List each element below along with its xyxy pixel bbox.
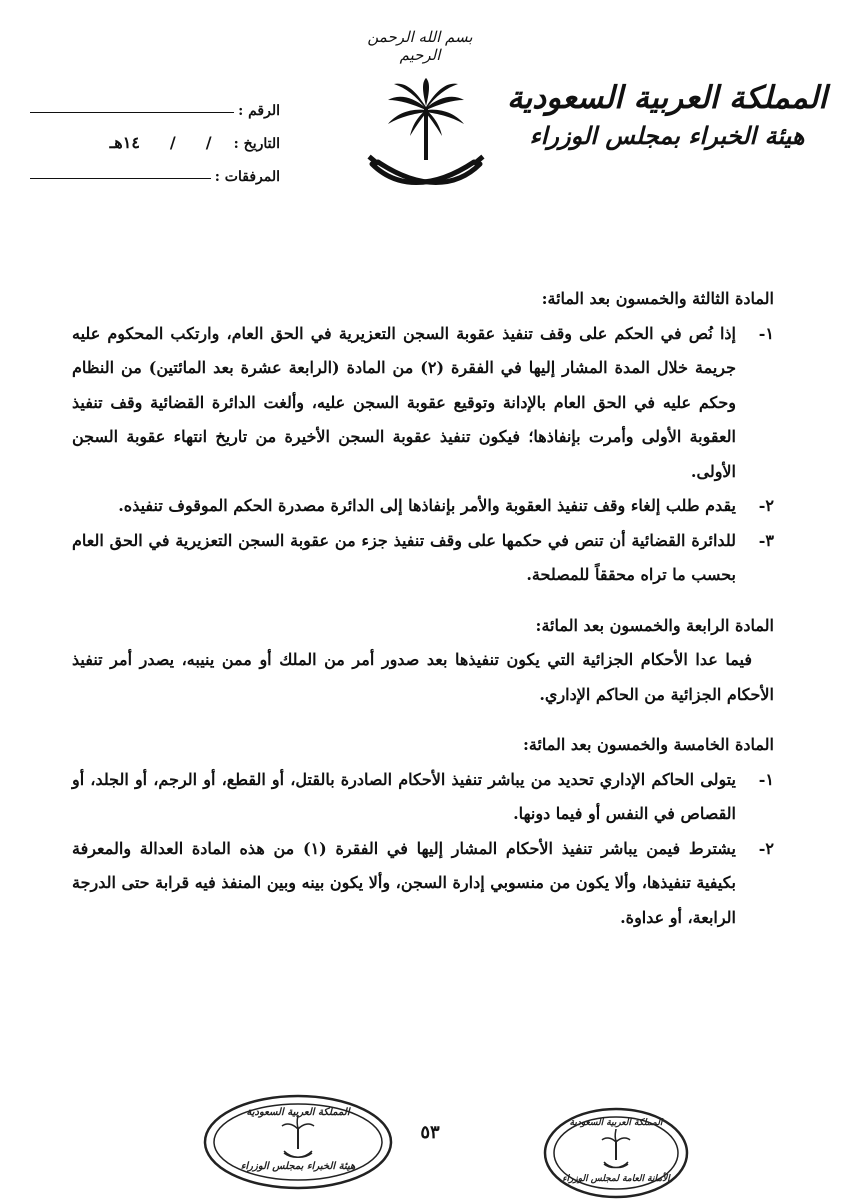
date-separator: /: [205, 133, 212, 152]
item-text: يتولى الحاكم الإداري تحديد من يباشر تنفيذ الأحكام الصادرة بالقتل، أو القطع، أو الرجم، أو الجلد، أو القصاص في النفس أو فيما دونها.: [72, 769, 736, 823]
official-seal-icon: [542, 1106, 690, 1200]
item-number: ٢-: [758, 838, 774, 858]
date-row: [30, 119, 280, 152]
kingdom-name: المملكة العربية السعودية: [507, 80, 827, 116]
item-number: ١-: [758, 769, 774, 789]
reference-row: [30, 86, 280, 119]
list-item: [72, 832, 774, 936]
document-body: [72, 282, 774, 935]
article-title: المادة الخامسة والخمسون بعد المائة:: [522, 735, 774, 754]
seal-text: الأمانة العامة لمجلس الوزراء: [562, 1174, 670, 1184]
attachments-row: [30, 152, 280, 185]
palm-and-swords-emblem-icon: [362, 78, 490, 200]
item-text: إذا نُص في الحكم على وقف تنفيذ عقوبة السجن التعزيرية في الحق العام، وارتكب المحكوم عليه جريمة خلال المدة المشار إليها في الفقرة (٢) من المادة (الرابعة عشرة بعد المائتين) من النظام وحكم عليه في الحق العام بالإدانة وتوقيع عقوبة السجن عليه، وألغت الدائرة القضائية وقف تنفيذ العقوبة الأولى وأمرت بإنفاذها؛ فيكون تنفيذ عقوبة السجن الأخيرة من تاريخ انتهاء عقوبة السجن الأولى.: [72, 323, 736, 481]
item-number: ٢-: [758, 496, 774, 515]
seal-text: المملكة العربية السعودية: [246, 1107, 350, 1118]
item-number: ٣-: [758, 530, 774, 550]
reference-line: [30, 112, 234, 113]
list-item: [72, 317, 774, 490]
list-item: [72, 524, 774, 593]
article-paragraph: فيما عدا الأحكام الجزائية التي يكون تنفيذها بعد صدور أمر من الملك أو ممن ينيبه، يصدر أمر تنفيذ الأحكام الجزائية من الحاكم الإداري.: [72, 650, 774, 704]
item-text: يقدم طلب إلغاء وقف تنفيذ العقوبة والأمر بإنفاذها إلى الدائرة مصدرة الحكم الموقوف تنفيذه.: [118, 496, 736, 515]
item-text: للدائرة القضائية أن تنص في حكمها على وقف تنفيذ جزء من عقوبة السجن التعزيرية في الحق العام بحسب ما تراه محققاً للمصلحة.: [72, 530, 736, 584]
reference-label: الرقم :: [238, 103, 280, 119]
article-title: المادة الرابعة والخمسون بعد المائة:: [535, 615, 774, 635]
item-text: يشترط فيمن يباشر تنفيذ الأحكام المشار إليها في الفقرة (١) من هذه المادة العدالة والمعرفة بكيفية تنفيذها، وألا يكون من منسوبي إدارة السجن، وألا يكون بينه وبين المنفذ فيه قرابة حتى الدرجة الرابعة، أو عداوة.: [72, 838, 737, 927]
item-number: ١-: [758, 323, 774, 343]
date-suffix: ١٤هـ: [109, 133, 140, 152]
article-title: المادة الثالثة والخمسون بعد المائة:: [541, 289, 774, 308]
letter-metadata: [30, 86, 280, 185]
authority-name: هيئة الخبراء بمجلس الوزراء: [529, 120, 805, 150]
date-slots: [110, 133, 212, 152]
basmala: بسم الله الرحمن الرحيم: [367, 28, 473, 64]
official-seal-icon: [202, 1093, 394, 1191]
date-separator: /: [169, 133, 176, 152]
attachments-label: المرفقات :: [214, 169, 280, 185]
list-item: [72, 489, 774, 524]
letterhead-title: [502, 78, 832, 152]
attachments-line: [30, 178, 211, 179]
date-label: التاريخ :: [233, 136, 280, 152]
seal-text: هيئة الخبراء بمجلس الوزراء: [240, 1161, 356, 1172]
list-item: [72, 763, 774, 832]
seal-text: المملكة العربية السعودية: [569, 1118, 663, 1128]
page-number: ٥٣: [420, 1122, 440, 1143]
